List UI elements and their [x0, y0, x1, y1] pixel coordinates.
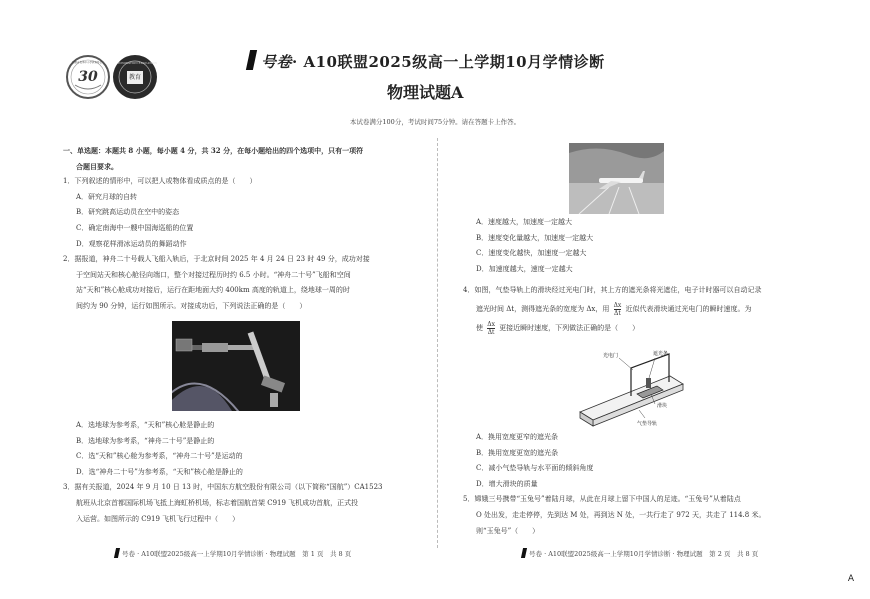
q5-line-1: 5．嫦娥三号携带“玉兔号”着陆月球，从此在月球上留下中国人的足迹。“玉兔号”从着陆点 — [463, 495, 741, 504]
q1-option-b: B．研究跳高运动员在空中的姿态 — [76, 208, 180, 217]
q4-line-2b: 近似代表滑块通过光电门的瞬时速度。为 — [625, 305, 752, 313]
space-station-image — [172, 321, 300, 411]
q3-option-a: A．速度越大，加速度一定越大 — [476, 218, 573, 226]
q3-line-2: 航班从北京首都国际机场飞抵上海虹桥机场，标志着国航首架 C919 飞机成功首航，正式投 — [76, 498, 359, 507]
q3-option-b: B．速度变化量越大，加速度一定越大 — [476, 233, 594, 242]
frac-denominator: Δt — [614, 309, 621, 317]
right-page-footer — [522, 548, 758, 558]
right-column-top — [463, 215, 823, 277]
air-track-diagram — [575, 344, 695, 434]
left-column-lower — [63, 418, 433, 527]
q1-option-c: C．确定南海中一艘中国海巡船的位置 — [76, 223, 194, 232]
right-footer-text: 号卷 · A10联盟2025级高一上学期10月学情诊断 · 物理试题 第 2 页 共 8 页 — [529, 550, 759, 558]
q4-fraction-1 — [614, 302, 622, 317]
left-footer-text: 号卷 · A10联盟2025级高一上学期10月学情诊断 · 物理试题 第 1 页 共 8 页 — [122, 550, 352, 558]
logo-right-ring-text: INNOVATION EDUCATION — [118, 61, 157, 65]
label-air-track: 气垫导轨 — [637, 421, 658, 427]
q4-line-1: 4．如图，气垫导轨上的滑块经过光电门时，其上方的遮光条将光遮住，电子计时器可以自动记录 — [463, 286, 762, 294]
frac-numerator: Δx — [613, 301, 622, 309]
label-slider: 滑块 — [657, 403, 668, 409]
footer-brand-mark-icon — [114, 548, 120, 558]
q4-line-3b: 更接近瞬时速度，下列做法正确的是（ ） — [499, 324, 640, 332]
left-school-logo — [66, 55, 110, 99]
title-text: · A10联盟2025级高一上学期10月学情诊断 — [292, 53, 605, 71]
corner-letter: A — [847, 574, 854, 584]
logo-left-ring-text: 安徽省优秀中小学教育协会 — [72, 61, 103, 64]
q4-fraction-2 — [487, 321, 495, 336]
logo-right-text: 教育 — [128, 74, 141, 81]
section-heading: 一、单选题：本题共 8 小题，每小题 4 分，共 32 分，在每小题给出的四个选项中，只有一项符 — [63, 146, 364, 155]
left-column — [63, 143, 433, 315]
logo-left-text: 30 — [78, 69, 98, 85]
airplane-image — [569, 143, 664, 214]
q4-line-2 — [463, 300, 823, 319]
exam-note: 本试卷满分100分，考试时间75分钟。请在答题卡上作答。 — [349, 118, 521, 126]
right-column-lower — [463, 430, 823, 539]
q2-line-2: 于空间站天和核心舱径向端口，整个对接过程历时约 6.5 小时。“神舟二十号”飞船和空间 — [76, 270, 351, 279]
label-shading-strip: 遮光条 — [653, 351, 669, 357]
section-heading-cont: 合题目要求。 — [76, 161, 118, 171]
q3-line-1: 3．据有关报道，2024 年 9 月 10 日 13 时，中国东方航空股份有限公司（以下简称“国航”）CA1523 — [63, 483, 383, 492]
q3-option-c: C．速度变化越快，加速度一定越大 — [476, 249, 587, 258]
q4-option-c: C．减小气垫导轨与水平面的倾斜角度 — [476, 464, 594, 473]
brand-mark-icon — [246, 50, 257, 70]
q5-line-2: O 处出发，走走停停，先到达 M 处，再到达 N 处，一共行走了 972 天，共走了 114.8 米。 — [476, 510, 766, 519]
frac-numerator-2: Δx — [487, 320, 495, 328]
exam-title — [248, 50, 605, 72]
q2-option-d: D．选“神舟二十号”为参考系，“天和”核心舱是静止的 — [76, 467, 243, 476]
q2-option-a: A．选地球为参考系，“天和”核心舱是静止的 — [76, 421, 215, 429]
q4-option-b: B．换用宽度更宽的遮光条 — [476, 448, 559, 457]
q4-option-d: D．增大滑块的质量 — [476, 479, 538, 488]
q4-line-2a: 遮光时间 Δt，测得遮光条的宽度为 Δx，用 — [476, 305, 610, 313]
brand-name: 号卷 — [261, 53, 293, 71]
left-page-footer — [115, 548, 351, 558]
q3-line-3: 入运营。如图所示的 C919 飞机飞行过程中（ ） — [76, 514, 240, 523]
q2-line-3: 站“天和”核心舱成功对接后，运行在距地面大约 400km 高度的轨道上，绕地球一周的时 — [76, 286, 350, 295]
q4-stem — [463, 281, 823, 338]
q4-line-3 — [463, 319, 823, 338]
q1-option-d: D．观察花样滑冰运动员的舞蹈动作 — [76, 239, 187, 248]
right-school-logo — [113, 55, 157, 99]
exam-subtitle: 物理试题A — [387, 83, 464, 102]
q1-stem: 1．下列叙述的情形中，可以把人或物体看成质点的是（ ） — [63, 177, 257, 186]
q3-option-d: D．加速度越大，速度一定越大 — [476, 264, 573, 273]
frac-denominator-2: Δt — [487, 328, 495, 336]
q5-line-3: 则“玉兔号”（ ） — [476, 526, 540, 535]
column-divider — [437, 138, 438, 548]
q2-option-c: C．选“天和”核心舱为参考系，“神舟二十号”是运动的 — [76, 452, 243, 461]
q1-option-a: A．研究月球的自转 — [76, 192, 138, 201]
label-photogate: 光电门 — [603, 353, 619, 359]
q2-line-4: 间约为 90 分钟，运行如图所示。对接成功后，下列说法正确的是（ ） — [76, 301, 307, 310]
q4-option-a: A．换用宽度更窄的遮光条 — [476, 433, 559, 441]
q2-option-b: B．选地球为参考系，“神舟二十号”是静止的 — [76, 436, 215, 445]
q4-line-3a: 使 — [476, 324, 483, 332]
footer-brand-mark-icon-2 — [521, 548, 527, 558]
q2-line-1: 2．据报道，神舟二十号载人飞船入轨后，于北京时间 2025 年 4 月 24 日 23 时 49 分，成功对接 — [63, 255, 370, 264]
